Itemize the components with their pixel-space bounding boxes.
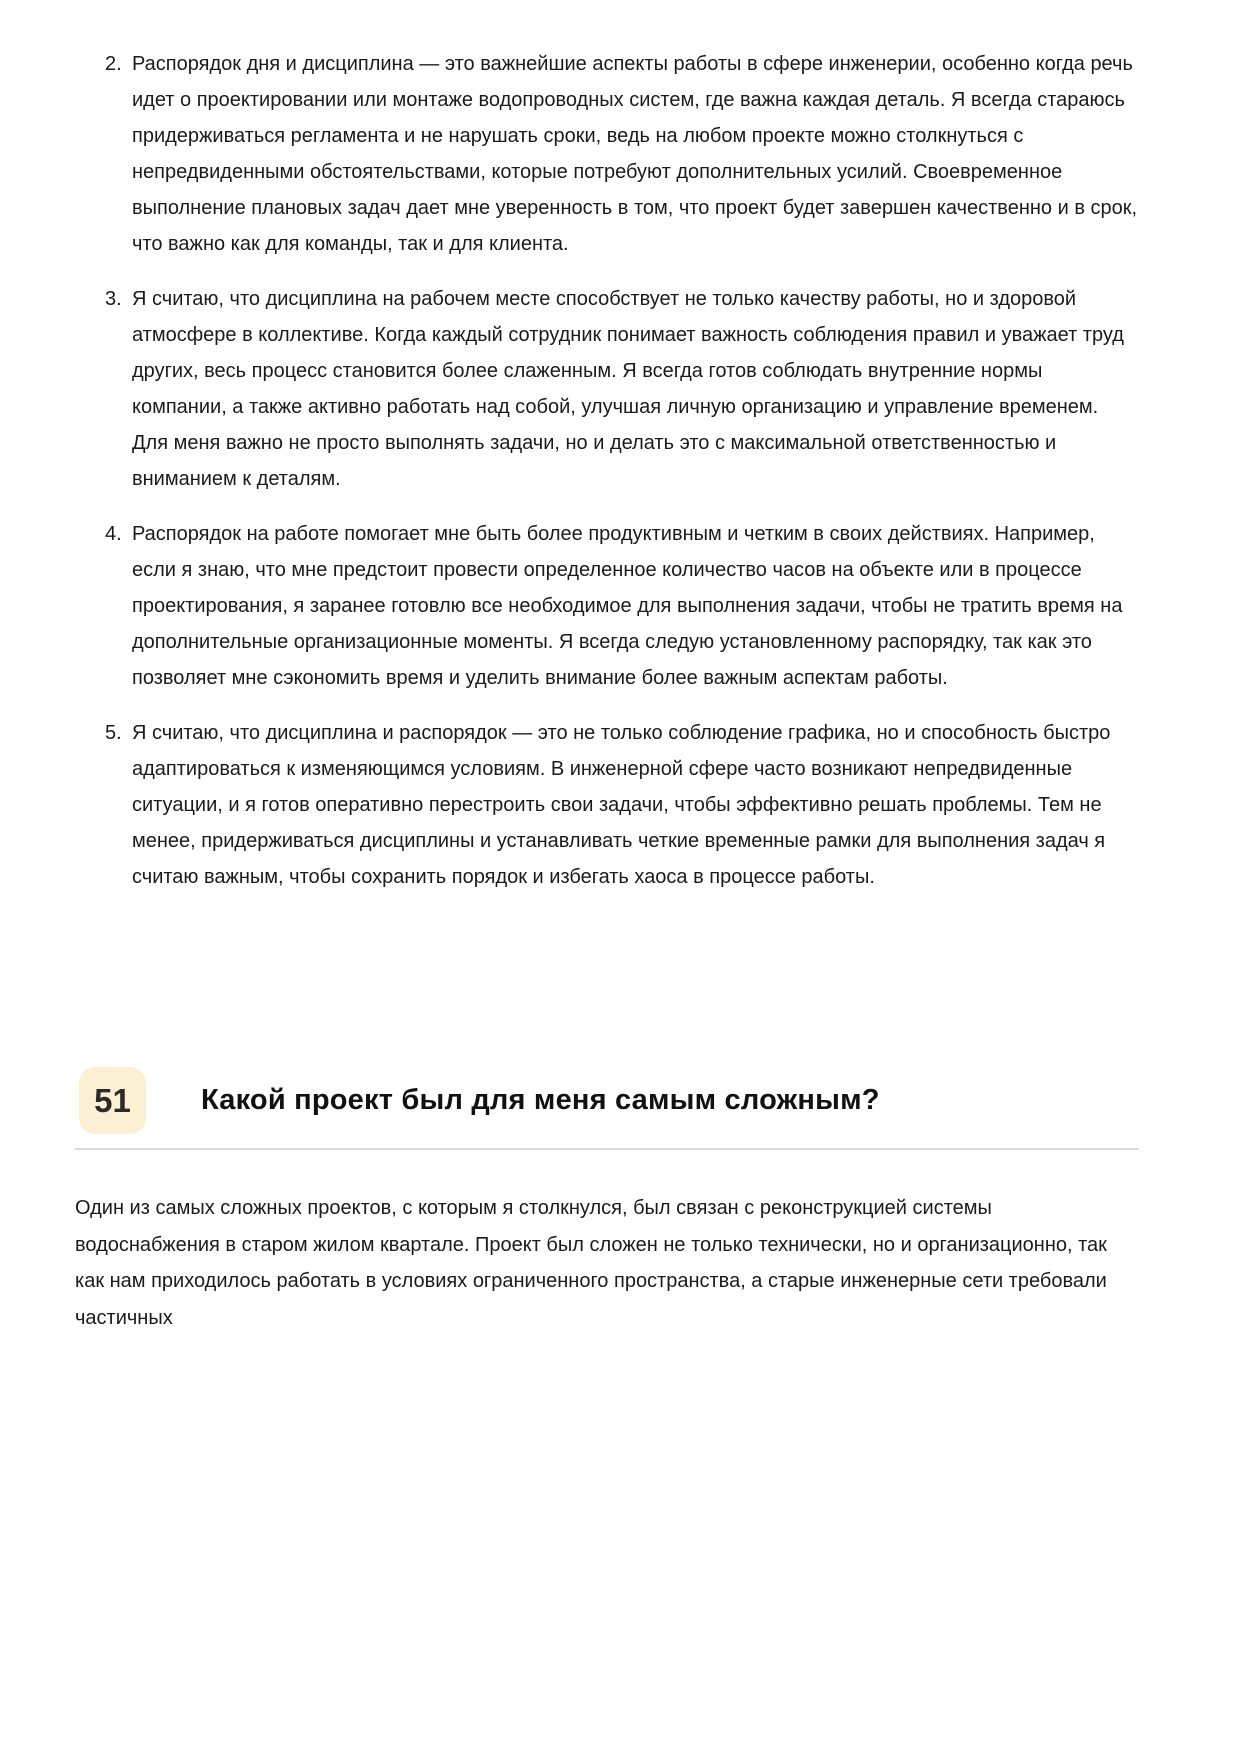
list-item xyxy=(105,516,1139,696)
list-item-text: Я считаю, что дисциплина на рабочем месте способствует не только качеству работы, но и здоровой атмосфере в коллективе. Когда каждый сотрудник понимает важность соблюдения правил и уважает труд других, весь процесс становится более слаженным. Я всегда готов соблюдать внутренние нормы компании, а также активно работать над собой, улучшая личную организацию и управление временем. Для меня важно не просто выполнять задачи, но и делать это с максимальной ответственностью и вниманием к деталям. xyxy=(132,288,1124,490)
intro-paragraph: Один из самых сложных проектов, с которым я столкнулся, был связан с реконструкцией системы водоснабжения в старом жилом квартале. Проект был сложен не только технически, но и организационно, так как нам приходилось работать в условиях ограниченного пространства, а старые инженерные сети требовали частичных xyxy=(75,1197,1107,1329)
section-heading xyxy=(75,1067,1139,1134)
list-item-number: 5. xyxy=(105,722,122,744)
list-item xyxy=(105,715,1139,895)
section-number-badge: 51 xyxy=(79,1067,146,1134)
list-item xyxy=(105,46,1139,262)
list-item xyxy=(105,281,1139,497)
list-item-number: 3. xyxy=(105,288,122,310)
list-item-number: 2. xyxy=(105,53,122,75)
list-item-text: Распорядок на работе помогает мне быть более продуктивным и четким в своих действиях. Например, если я знаю, что мне предстоит провести определенное количество часов на объекте или в процессе проектирования, я заранее готовлю все необходимое для выполнения задачи, чтобы не тратить время на дополнительные организационные моменты. Я всегда следую установленному распорядку, так как это позволяет мне сэкономить время и уделить внимание более важным аспектам работы. xyxy=(132,523,1123,689)
section-divider xyxy=(75,1148,1139,1150)
section-title: Какой проект был для меня самым сложным? xyxy=(201,1084,880,1116)
list-item-text: Распорядок дня и дисциплина — это важнейшие аспекты работы в сфере инженерии, особенно когда речь идет о проектировании или монтаже водопроводных систем, где важна каждая деталь. Я всегда стараюсь придерживаться регламента и не нарушать сроки, ведь на любом проекте можно столкнуться с непредвиденными обстоятельствами, которые потребуют дополнительных усилий. Своевременное выполнение плановых задач дает мне уверенность в том, что проект будет завершен качественно и в срок, что важно как для команды, так и для клиента. xyxy=(132,53,1138,255)
list-item-number: 4. xyxy=(105,523,122,545)
numbered-list xyxy=(75,46,1139,895)
list-item-text: Я считаю, что дисциплина и распорядок — это не только соблюдение графика, но и способность быстро адаптироваться к изменяющимся условиям. В инженерной сфере часто возникают непредвиденные ситуации, и я готов оперативно перестроить свои задачи, чтобы эффективно решать проблемы. Тем не менее, придерживаться дисциплины и устанавливать четкие временные рамки для выполнения задач я считаю важным, чтобы сохранить порядок и избегать хаоса в процессе работы. xyxy=(132,722,1111,888)
